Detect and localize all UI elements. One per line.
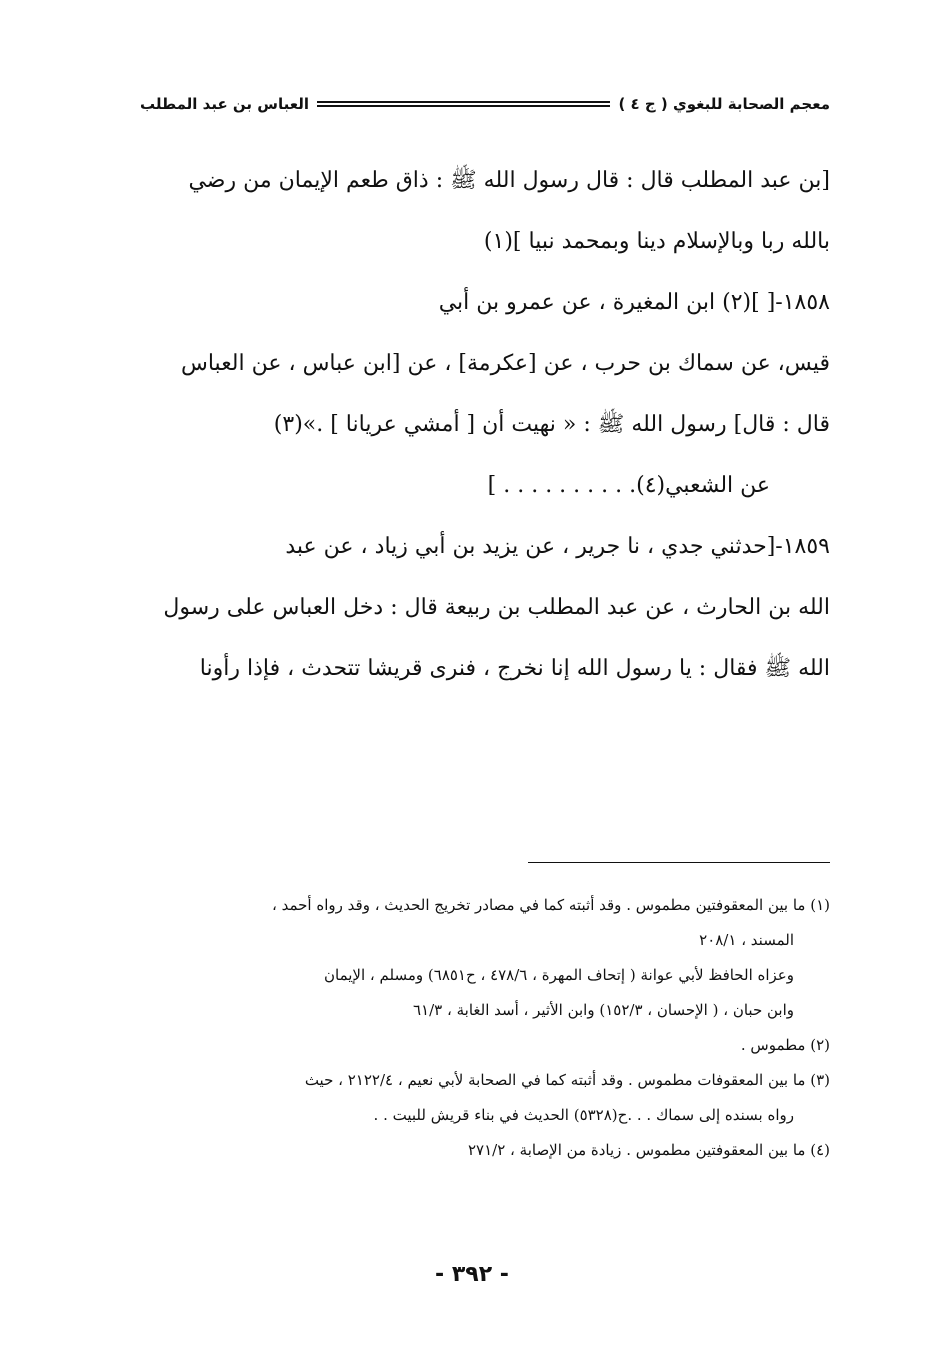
footnote-line: وابن حبان ، ( الإحسان ، ١٥٢/٣) وابن الأثير ، أسد الغابة ، ٦١/٣ (412, 1001, 794, 1019)
footnote-line: (٢) مطموس . (740, 1036, 830, 1054)
text-line: عن الشعبي(٤). . . . . . . . . . ] (487, 473, 770, 498)
footnote-line: رواه بسنده إلى سماك . . .ح(٥٣٢٨) الحديث في بناء قريش للبيت . . (373, 1106, 794, 1124)
footnote-line: (٣) ما بين المعقوفات مطموس . وقد أثبته كما في الصحابة لأبي نعيم ، ٢١٢٢/٤ ، حيث (304, 1071, 830, 1089)
text-line: بالله ربا وبالإسلام دينا وبمحمد نبيا ](١) (483, 229, 830, 254)
main-text (130, 150, 830, 699)
text-line: الله بن الحارث ، عن عبد المطلب بن ربيعة قال : دخل العباس على رسول (163, 595, 830, 620)
header-rule (317, 101, 610, 107)
footnote-separator (528, 862, 830, 863)
text-line: ١٨٥٨-[ ](٢) ابن المغيرة ، عن عمرو بن أبي (438, 290, 830, 315)
page-number: - ٣٩٢ - (435, 1262, 509, 1287)
footnote-line: (٤) ما بين المعقوفتين مطموس . زيادة من الإصابة ، ٢٧١/٢ (468, 1141, 830, 1159)
text-line: قيس، عن سماك بن حرب ، عن [عكرمة] ، عن [ابن عباس ، عن العباس (181, 351, 830, 376)
footnotes (95, 888, 830, 1168)
footnote-line: (١) ما بين المعقوفتين مطموس . وقد أثبته كما في مصادر تخريج الحديث ، وقد رواه أحمد ، (272, 896, 830, 914)
text-line: ١٨٥٩-[حدثني جدي ، نا جرير ، عن يزيد بن أبي زياد ، عن عبد (285, 534, 830, 559)
text-line: الله ﷺ فقال : يا رسول الله إنا نخرج ، فنرى قريشا تتحدث ، فإذا رأونا (199, 656, 830, 681)
header-book-title: معجم الصحابة للبغوي ( ج ٤ ) (618, 95, 830, 113)
footnote-line: المسند ، ٢٠٨/١ (699, 931, 794, 949)
text-line: [بن عبد المطلب قال : قال رسول الله ﷺ : ذاق طعم الإيمان من رضي (188, 168, 830, 193)
footnote-line: وعزاه الحافظ لأبي عوانة ( إتحاف المهرة ، ٤٧٨/٦ ، ح٦٨٥١) ومسلم ، الإيمان (324, 966, 794, 984)
text-line: قال : قال] رسول الله ﷺ : « نهيت أن [ أمشي عريانا ] .»(٣) (273, 412, 830, 437)
running-header (140, 92, 830, 116)
header-section-title: العباس بن عبد المطلب (140, 95, 309, 113)
